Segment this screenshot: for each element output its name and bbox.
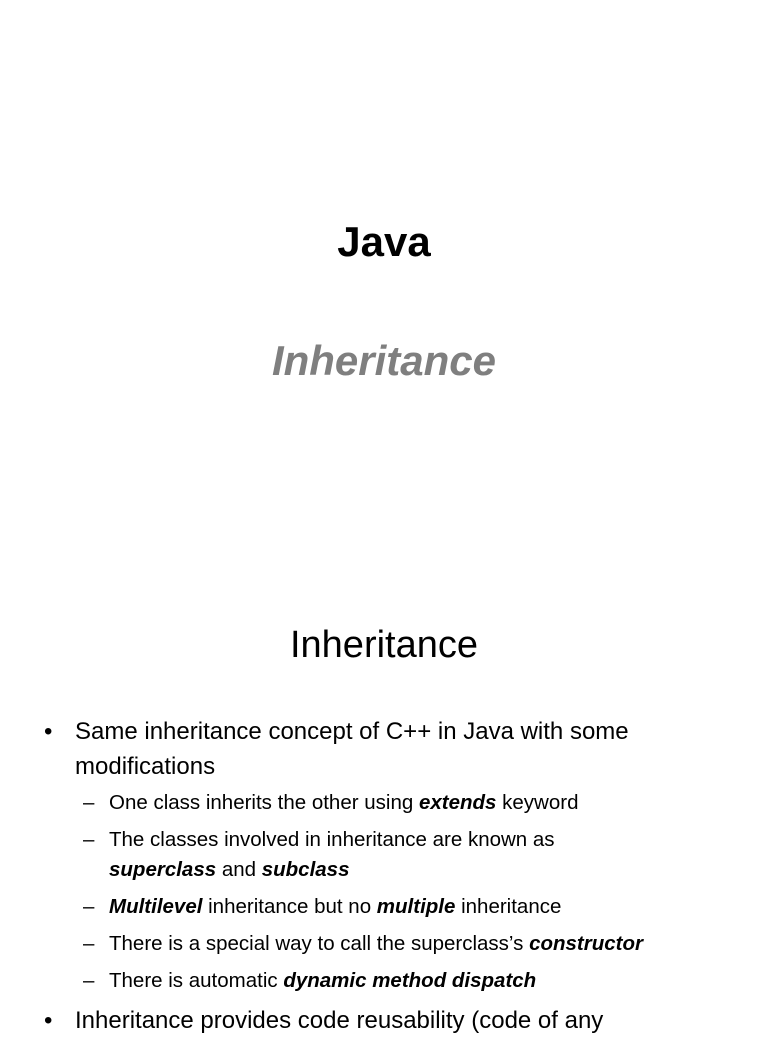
dash-marker: –	[83, 969, 95, 992]
bullet-marker: •	[44, 1007, 53, 1034]
sub-bullet-text: The classes involved in inheritance are known as	[109, 828, 555, 851]
sub-bullet-item	[83, 788, 744, 818]
sub-bullet-list	[75, 788, 744, 996]
keyword-text: subclass	[261, 858, 350, 881]
keyword-text: superclass	[109, 858, 217, 881]
keyword-text: constructor	[529, 932, 643, 955]
sub-bullet-text: keyword	[496, 791, 579, 814]
sub-bullet-text: inheritance	[455, 895, 562, 918]
sub-bullet-item	[83, 966, 744, 996]
slide-title: Java	[337, 218, 431, 265]
sub-bullet-item	[83, 892, 744, 922]
sub-bullet-text: inheritance but no	[202, 895, 377, 918]
keyword-text: Multilevel	[109, 895, 203, 918]
content-slide	[0, 576, 768, 1034]
dash-marker: –	[83, 932, 95, 955]
dash-marker: –	[83, 895, 95, 918]
bullet-marker: •	[44, 718, 53, 745]
keyword-text: multiple	[376, 895, 456, 918]
dash-marker: –	[83, 791, 95, 814]
bullet-text-line: Same inheritance concept of C++ in Java with some	[75, 718, 629, 745]
sub-bullet-item	[83, 825, 744, 885]
bullet-text-line: Inheritance provides code reusability (code of any	[75, 1007, 604, 1034]
sub-bullet-text: One class inherits the other using	[109, 791, 419, 814]
sub-bullet-text: There is automatic	[109, 969, 284, 992]
sub-bullet-item	[83, 929, 744, 959]
keyword-text: dynamic method dispatch	[283, 969, 537, 992]
sub-bullet-text: and	[216, 858, 262, 881]
slide-subtitle: Inheritance	[271, 337, 497, 384]
bullet-list	[44, 714, 744, 1038]
slide-title: Inheritance	[289, 624, 478, 666]
sub-bullet-text: There is a special way to call the superclass’s	[109, 932, 530, 955]
keyword-text: extends	[418, 791, 497, 814]
bullet-text-line: modifications	[75, 753, 216, 780]
bullet-item	[44, 1003, 744, 1038]
bullet-item	[44, 714, 744, 996]
dash-marker: –	[83, 828, 95, 851]
